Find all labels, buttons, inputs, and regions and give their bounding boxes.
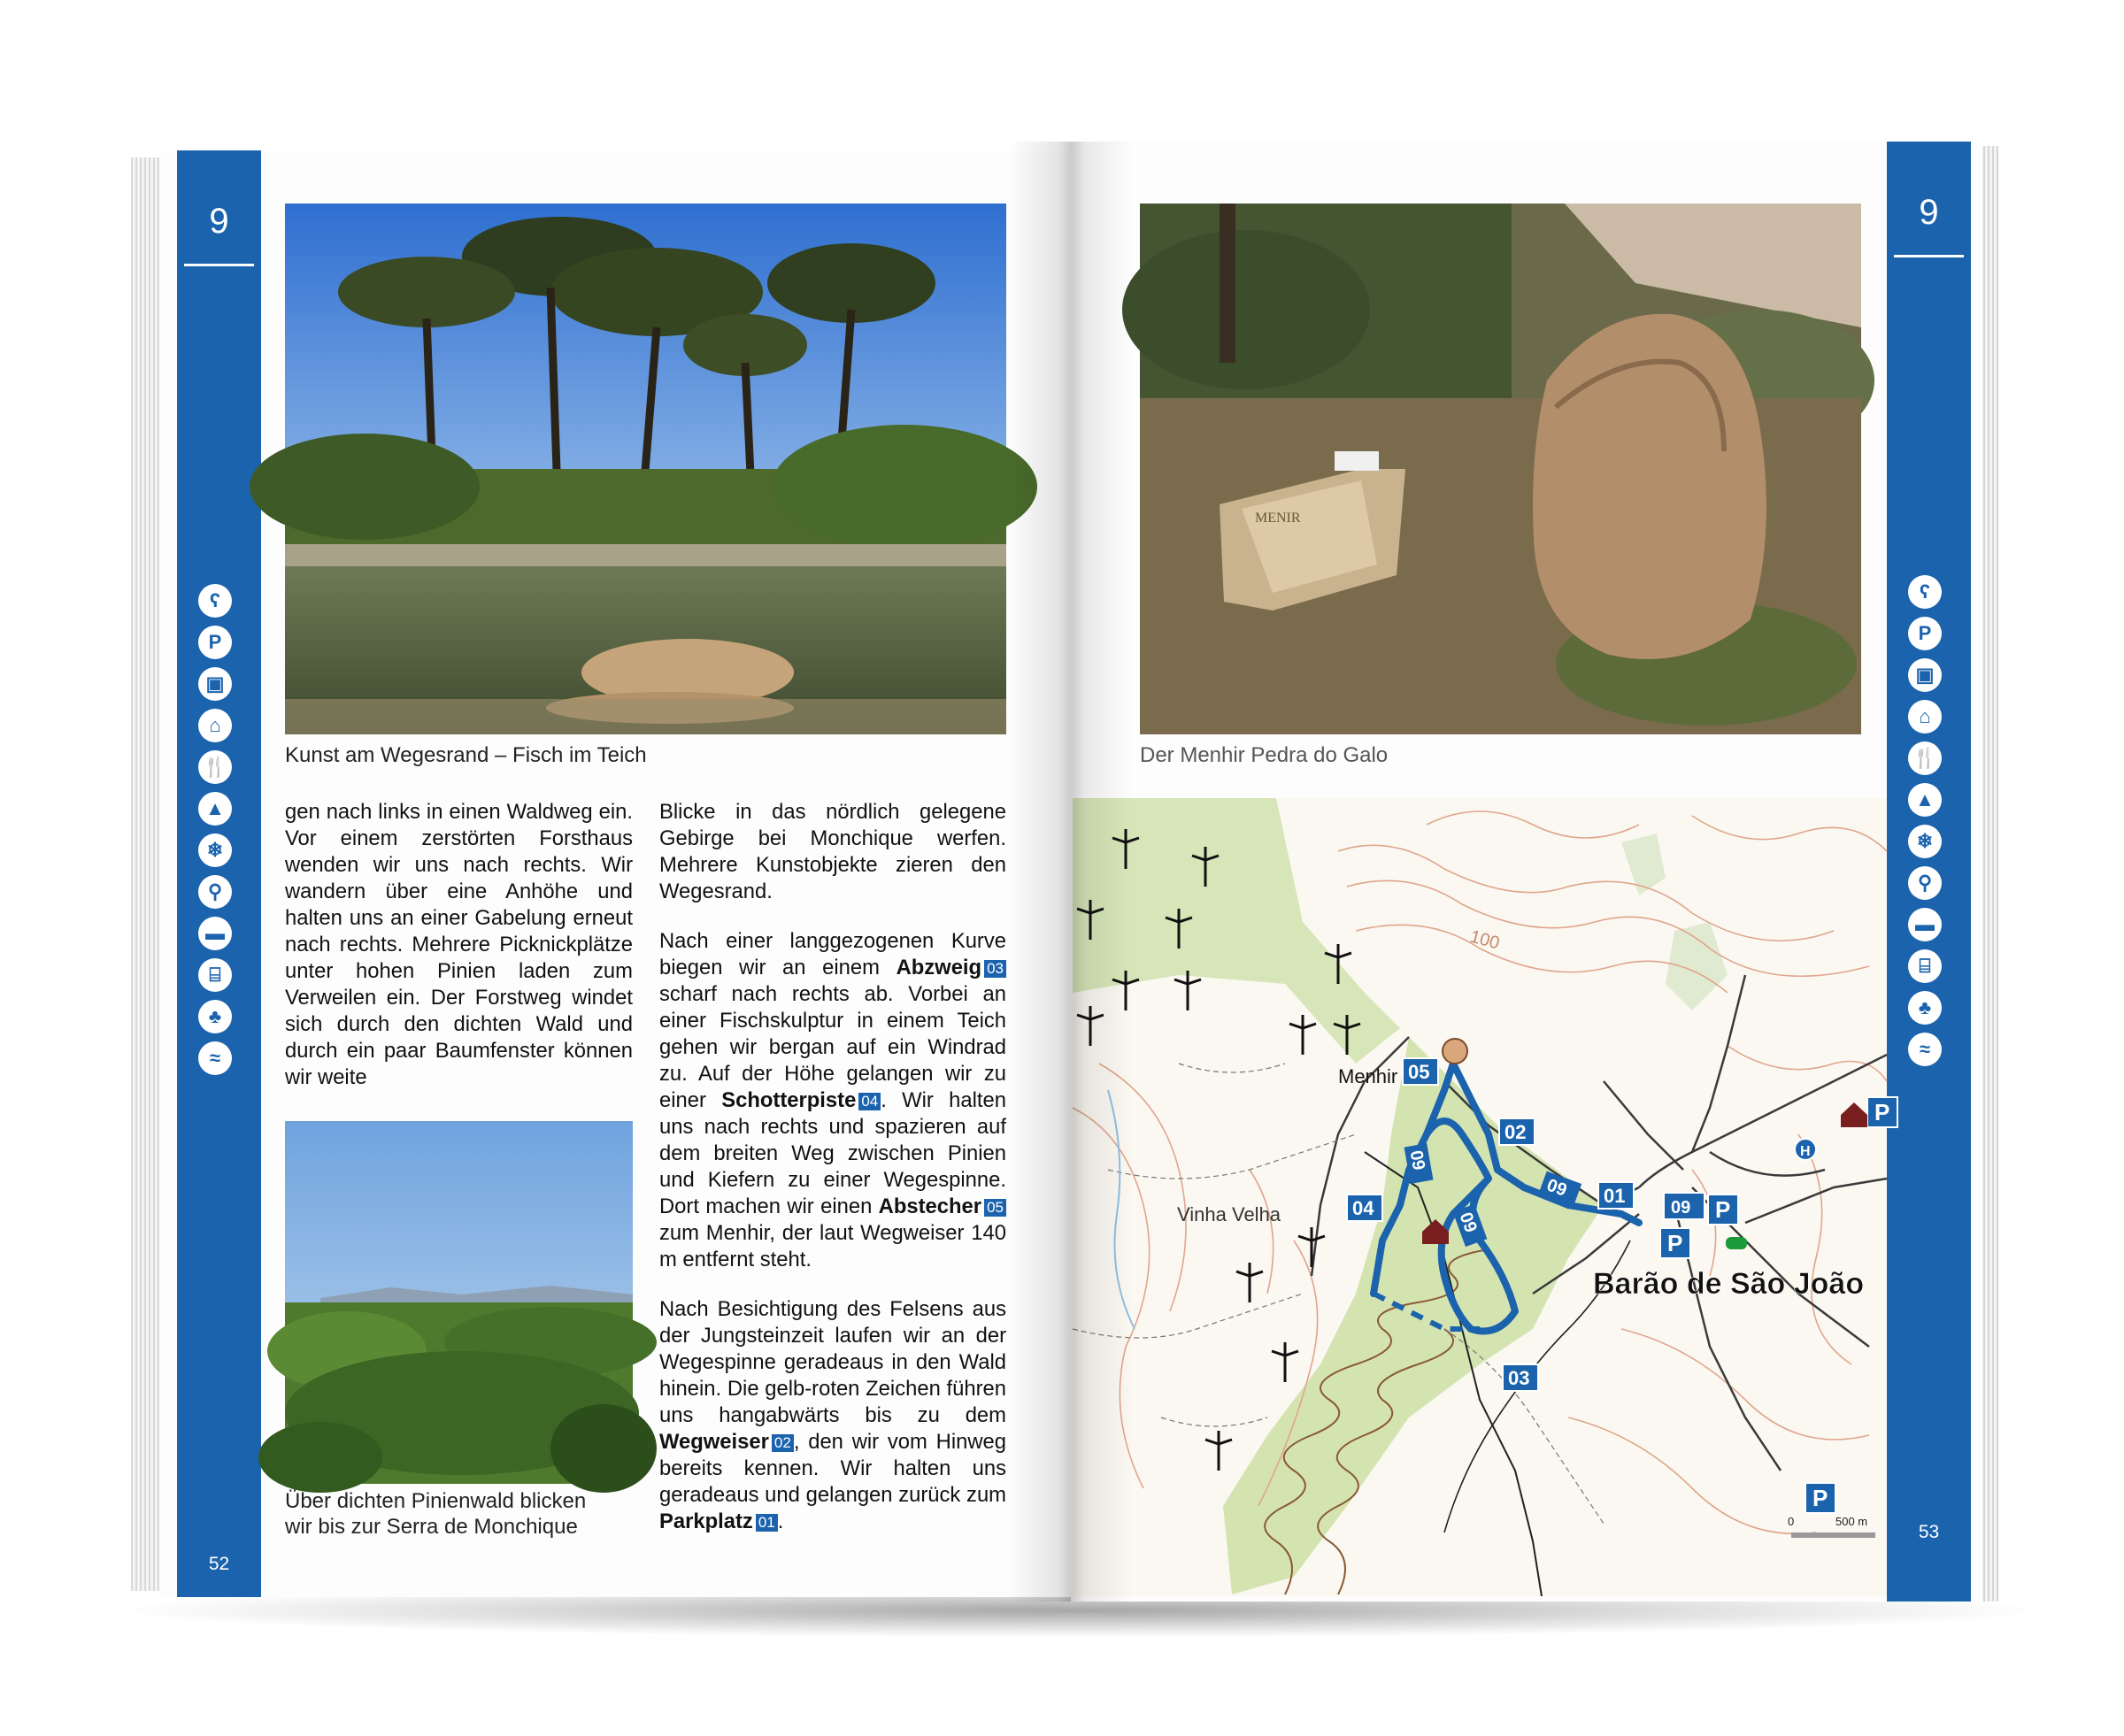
bold-term: Schotterpiste <box>721 1088 857 1112</box>
text-segment: Nach einer langgezogenen Kurve biegen wir an einem <box>659 929 1006 979</box>
text-segment: , den wir vom Hinweg bereits kennen. Wir halten uns geradeaus und gelangen zurück zum <box>659 1430 1006 1507</box>
contour-label: 100 <box>1467 926 1502 954</box>
route-09-label: 09 <box>1405 1148 1429 1172</box>
waypoint-03: 03 <box>1508 1367 1530 1389</box>
train-icon: ▬ <box>198 917 232 950</box>
bus-icon: ▣ <box>198 667 232 701</box>
menhir-sign-text: MENIR <box>1255 511 1301 526</box>
waypoint-badge: 01 <box>756 1514 778 1532</box>
bold-term: Parkplatz <box>659 1509 753 1533</box>
page-number: 53 <box>1918 1522 1940 1542</box>
caption-text: Der <box>1140 743 1181 767</box>
menhir-marker <box>1443 1039 1467 1064</box>
mountain-icon: ▲ <box>1908 783 1942 817</box>
museum-icon: ⌸ <box>1908 949 1942 983</box>
map-label-vinha-velha: Vinha Velha <box>1177 1203 1281 1225</box>
chapter-number: 9 <box>209 202 229 241</box>
caption-text: do Galo <box>1307 743 1389 767</box>
page-number: 52 <box>208 1554 230 1574</box>
restaurant-icon: 🍴 <box>1908 741 1942 775</box>
mountain-icon: ▲ <box>198 792 232 826</box>
train-icon: ▬ <box>1908 908 1942 941</box>
caption-text: Menhir Pedra <box>1180 743 1308 767</box>
map-label-menhir: Menhir <box>1338 1065 1398 1087</box>
parking-symbols <box>1660 1097 1897 1513</box>
scale-label-0: 0 <box>1788 1515 1795 1528</box>
photo-menhir <box>1140 204 1861 734</box>
bear-icon: ʕ <box>1908 575 1942 609</box>
text-column-2 <box>659 799 1006 1558</box>
chapter-number: 9 <box>1919 193 1939 232</box>
text-segment: . Wir halten uns nach rechts und spazieren auf dem breiten Weg zwischen Pinien und Kiefern zu einer Wegespinne. Dort machen wir einen <box>659 1088 1006 1218</box>
waypoint-04: 04 <box>1352 1197 1374 1219</box>
text-segment: . <box>777 1509 784 1533</box>
parking-icon: P <box>1908 617 1942 650</box>
hospital-icon: H <box>1800 1144 1811 1159</box>
tab-divider <box>184 264 254 266</box>
bus-icon: ▣ <box>1908 658 1942 692</box>
chapter-tab-left <box>177 150 261 1597</box>
cable-car-icon: ⌂ <box>198 709 232 742</box>
snowflake-icon: ❄ <box>1908 825 1942 858</box>
caption-fish-pond: Kunst am Wegesrand – Fisch im Teich <box>285 743 647 767</box>
waypoint-05: 05 <box>1408 1061 1430 1083</box>
scale-bar <box>1791 1532 1875 1538</box>
hut-icon <box>1841 1102 1867 1127</box>
route-09-label: 09 <box>1455 1210 1481 1235</box>
caption-pine-forest-line1: Über dichten Pinienwald blicken <box>285 1489 587 1513</box>
museum-icon: ⌸ <box>198 958 232 992</box>
text-column-1: gen nach links in einen Waldweg ein. Vor einem zerstörten Forsthaus wenden wir uns nach rechts. Wir wandern über eine Anhöhe und halten uns an einer Gabelung erneut nach rechts. Mehrere Picknickplätze unter hohen Pinien laden zum Verweilen ein. Der Forstweg windet sich durch den dichten Wald und durch ein paar Baumfenster können wir weite <box>285 800 633 1089</box>
station-icon <box>1726 1237 1747 1249</box>
waypoint-badge: 02 <box>772 1434 794 1452</box>
parking-icon: P <box>1667 1230 1683 1256</box>
swimming-icon: ≈ <box>1908 1033 1942 1066</box>
map-label-town: Barão de São João <box>1593 1267 1865 1301</box>
chapter-tab-right <box>1887 142 1971 1602</box>
bear-icon: ʕ <box>198 584 232 618</box>
tree-icon: ♣ <box>198 1000 232 1033</box>
bold-term: Abstecher <box>878 1194 982 1218</box>
photo-pine-forest <box>285 1121 633 1484</box>
bold-term: Wegweiser <box>659 1430 769 1454</box>
paragraph-3 <box>659 1296 1006 1535</box>
caption-pine-forest-line2: wir bis zur Serra de Monchique <box>285 1515 578 1539</box>
snowflake-icon: ❄ <box>198 833 232 867</box>
paragraph-1: Blicke in das nördlich gelegene Gebirge bei Monchique werfen. Mehrere Kunstobjekte zieren den Wegesrand. <box>659 800 1006 903</box>
parking-icon: P <box>1874 1099 1890 1125</box>
paragraph-2 <box>659 928 1006 1273</box>
swimming-icon: ≈ <box>198 1041 232 1075</box>
text-segment: zum Menhir, der laut Wegweiser 140 m entfernt steht. <box>659 1221 1006 1271</box>
parking-icon: P <box>1812 1485 1828 1511</box>
scale-label-500: 500 m <box>1835 1515 1868 1528</box>
waypoint-badge: 04 <box>858 1093 881 1110</box>
waypoint-badge: 03 <box>984 960 1006 978</box>
parking-icon: P <box>198 626 232 659</box>
photo-fish-pond <box>285 204 1006 734</box>
book-gutter <box>1009 142 1133 1602</box>
bicycle-icon: ⚲ <box>198 875 232 909</box>
text-segment: scharf nach rechts ab. Vorbei an einer Fischskulptur in einem Teich gehen wir bergan auf ein Windrad zu. Auf der Höhe gelangen wir zu einer <box>659 982 1006 1112</box>
tab-divider <box>1894 255 1964 257</box>
caption-menhir <box>1140 743 1388 768</box>
bicycle-icon: ⚲ <box>1908 866 1942 900</box>
waypoint-01: 01 <box>1604 1185 1626 1207</box>
cable-car-icon: ⌂ <box>1908 700 1942 734</box>
parking-icon: P <box>1715 1196 1731 1223</box>
map-svg <box>1073 798 1890 1596</box>
restaurant-icon: 🍴 <box>198 750 232 784</box>
tree-icon: ♣ <box>1908 991 1942 1025</box>
route-09-label: 09 <box>1543 1175 1570 1201</box>
waypoint-badge: 05 <box>984 1199 1006 1217</box>
route-map <box>1073 798 1890 1596</box>
route-09-label: 09 <box>1671 1198 1691 1218</box>
text-segment: Nach Besichtigung des Felsens aus der Jungsteinzeit laufen wir an der Wegespinne geradeaus in den Wald hinein. Die gelb-roten Zeichen führen uns hangabwärts bis zu dem <box>659 1297 1006 1427</box>
bold-term: Abzweig <box>896 956 982 979</box>
waypoint-02: 02 <box>1504 1121 1527 1143</box>
